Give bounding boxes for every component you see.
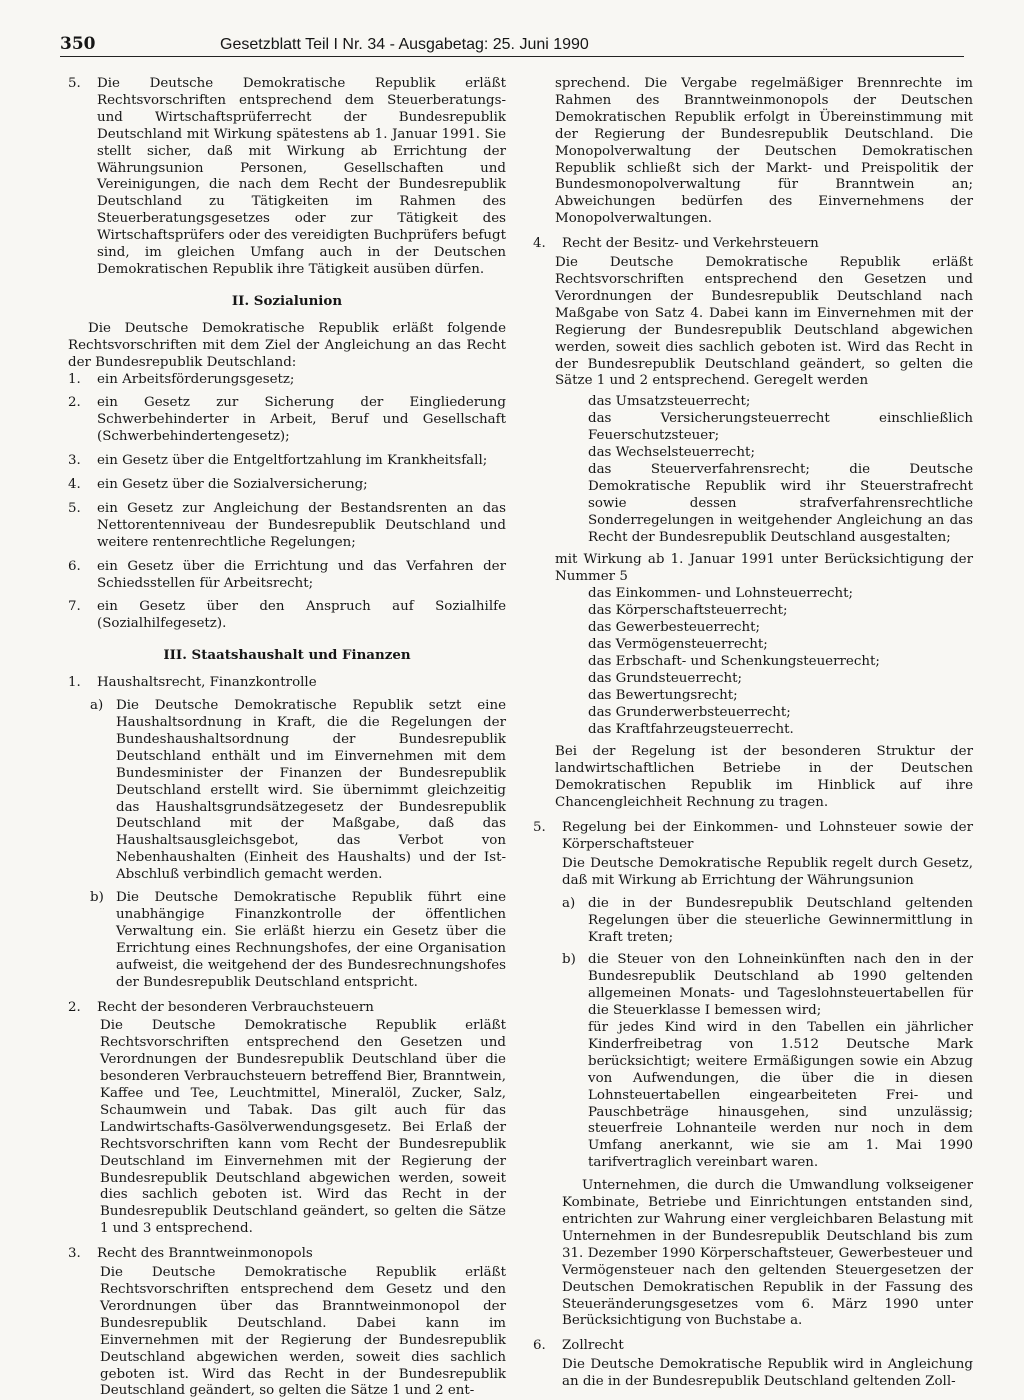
subsection-title: Recht des Branntweinmonopols: [97, 1246, 313, 1262]
item-text: ein Gesetz über die Errichtung und das Verfahren der Schiedsstellen für Arbeitsrecht;: [97, 558, 506, 591]
subsection-title: Regelung bei der Einkommen- und Lohnsteuer sowie der Körperschaftsteuer: [562, 820, 973, 852]
clause-b-body: [588, 952, 973, 1172]
list-item: das Gewerbesteuerrecht;: [588, 620, 761, 636]
clause-label: b): [90, 890, 104, 906]
clause-b: [562, 952, 973, 1172]
subsection-5-intro: Die Deutsche Demokratische Republik regelt durch Gesetz, daß mit Wirkung ab Errichtung der Währungsunion: [562, 855, 973, 888]
list-item: [68, 599, 506, 633]
tax-list-1: [588, 394, 973, 546]
item-number: 5.: [68, 76, 81, 91]
list-item: [68, 372, 506, 389]
item-number: 2.: [68, 999, 81, 1015]
page-number: 350: [60, 34, 96, 54]
item-number: 7.: [68, 599, 81, 615]
item-text: ein Arbeitsförderungsgesetz;: [97, 371, 295, 387]
subsection-title: Recht der Besitz- und Verkehrsteuern: [562, 236, 819, 252]
subsection-3-text: Die Deutsche Demokratische Republik erläßt Rechtsvorschriften entsprechend dem Gesetz und den Verordnungen über das Branntweinmonopol der Bundesrepublik Deutschland. Dabei kann im Einvernehmen mit der Regierung der Bundesrepublik Deutschland abgewichen werden, soweit dies sachlich geboten ist. Wird das Recht in der Bundesrepublik Deutschland geändert, so gelten die Sätze 1 und 2 ent-: [100, 1265, 506, 1399]
left-column: [68, 76, 506, 1400]
list-item: das Umsatzsteuerrecht;: [588, 394, 751, 410]
item-number: 3.: [68, 1246, 81, 1262]
list-item: das Vermögensteuerrecht;: [588, 637, 768, 652]
item-text: ein Gesetz über die Sozialversicherung;: [97, 477, 368, 493]
list-item: das Grunderwerbsteuerrecht;: [588, 704, 791, 720]
right-column: [533, 76, 973, 1391]
subsection-4-text: Die Deutsche Demokratische Republik erläßt Rechtsvorschriften entsprechend den Gesetzen und Verordnungen der Bundesrepublik Deutschland nach Maßgabe von Satz 4. Dabei kann im Einvernehmen mit der Regierung der Bundesrepublik Deutschland abgewichen werden, soweit dies sachlich geboten ist. Wird das Recht in der Bundesrepublik Deutschland geändert, so gelten die Sätze 1 und 2 entsprechend. Geregelt werden: [555, 255, 973, 389]
list-item: das Körperschaftsteuerrecht;: [588, 603, 788, 619]
subsection-5-closing: Unternehmen, die durch die Umwandlung volkseigener Kombinate, Betriebe und Einrichtungen entstanden sind, entrichten zur Wahrung einer vergleichbaren Belastung mit Unternehmen in der Bundesrepublik Deutschland bis zum 31. Dezember 1990 Körperschaftsteuer, Gewerbesteuer und Vermögensteuer nach den geltenden Steuergesetzen der Deutschen Demokratischen Republik in der Fassung des Steueränderungsgesetzes vom 6. März 1990 unter Berücksichtigung von Buchstabe a.: [562, 1178, 973, 1329]
subsection-3-heading: [68, 1246, 506, 1263]
list-item: das Wechselsteuerrecht;: [588, 445, 755, 461]
subsection-5-clauses: [533, 896, 973, 1173]
subsection-6-heading: [533, 1338, 973, 1355]
paragraph-5: [68, 76, 506, 279]
subsection-5-heading: [533, 820, 973, 854]
item-number: 2.: [68, 395, 81, 411]
subsection-2-text: Die Deutsche Demokratische Republik erläßt Rechtsvorschriften entsprechend den Gesetzen und Verordnungen der Bundesrepublik Deutschland über die besonderen Verbrauchsteuern betreffend Bier, Branntwein, Kaffee und Tee, Leuchtmittel, Mineralöl, Zucker, Salz, Schaumwein und Tabak. Das gilt auch für das Landwirtschafts-Gasölverwendungsgesetz. Bei Erlaß der Rechtsvorschriften kann vom Recht der Bundesrepublik Deutschland im Einvernehmen mit der Regierung der Bundesrepublik Deutschland abgewichen werden, soweit dies sachlich geboten ist. Wird das Recht in der Bundesrepublik Deutschland geändert, so gelten die Sätze 1 und 3 entsprechend.: [100, 1018, 506, 1237]
item-text: ein Gesetz über den Anspruch auf Sozialhilfe (Sozialhilfegesetz).: [97, 599, 506, 632]
clause-label: a): [562, 895, 576, 911]
clause-text: die Steuer von den Lohneinkünften nach den in der Bundesrepublik Deutschland ab 1990 geltenden allgemeinen Monats- und Tageslohnsteuertabellen für die Steuerklasse I bemessen wird;: [588, 952, 973, 1019]
sozialunion-list: [68, 372, 506, 634]
item-number: 5.: [533, 820, 546, 836]
item-number: 5.: [68, 500, 81, 516]
item-number: 1.: [68, 675, 81, 691]
subsection-6-text: Die Deutsche Demokratische Republik wird in Angleichung an die in der Bundesrepublik Deutschland geltenden Zoll-: [562, 1357, 973, 1390]
list-item: [68, 395, 506, 446]
clause-a: [90, 698, 506, 884]
section-intro: Die Deutsche Demokratische Republik erläßt folgende Rechtsvorschriften mit dem Ziel der Angleichung an das Recht der Bundesrepublik Deutschland:: [68, 320, 506, 370]
item-number: 6.: [533, 1338, 546, 1354]
item-text: Die Deutsche Demokratische Republik erläßt Rechtsvorschriften entsprechend dem Steuerberatungs- und Wirtschaftsprüferrecht der Bundesrepublik Deutschland mit Wirkung spätestens ab 1. Januar 1991. Sie stellt sicher, daß mit Wirkung ab Errichtung der Währungsunion Personen, Gesellschaften und Vereinigungen, die nach dem Recht der Bundesrepublik Deutschland zu Tätigkeiten im Rahmen des Steuerberatungsgesetzes oder zur Tätigkeit des Wirtschaftsprüfers oder des vereidigten Buchprüfers befugt sind, im gleichen Umfang auch in der Deutschen Demokratischen Republik ihre Tätigkeit ausüben dürfen.: [97, 76, 506, 277]
list-item: das Erbschaft- und Schenkungsteuerrecht;: [588, 653, 880, 669]
item-text: ein Gesetz über die Entgeltfortzahlung im Krankheitsfall;: [97, 453, 488, 469]
list-item: das Einkommen- und Lohnsteuerrecht;: [588, 586, 854, 602]
item-number: 4.: [68, 477, 81, 493]
subsection-1-body: [68, 698, 506, 991]
list-item: das Kraftfahrzeugsteuerrecht.: [588, 721, 794, 737]
list-item: das Grundsteuerrecht;: [588, 670, 743, 686]
section-heading-sozialunion: II. Sozialunion: [231, 292, 343, 309]
subsection-4-closing: Bei der Regelung ist der besonderen Struktur der landwirtschaftlichen Betriebe in der Deutschen Demokratischen Republik im Hinblick auf ihre Chancengleichheit Rechnung zu tragen.: [555, 744, 973, 811]
list-item: das Versicherungsteuerrecht einschließlich Feuerschutzsteuer;: [588, 411, 973, 444]
continued-text: sprechend. Die Vergabe regelmäßiger Brennrechte im Rahmen des Branntweinmonopols der Deutschen Demokratischen Republik erfolgt in Übereinstimmung mit der Regierung der Bundesrepublik Deutschland. Die Monopolverwaltung der Deutschen Demokratischen Republik schließt sich der Markt- und Preispolitik der Bundesmonopolverwaltung für Branntwein an; Abweichungen bedürfen des Einvernehmens der Monopolverwaltungen.: [555, 76, 973, 227]
list-item: [68, 559, 506, 593]
subsection-title: Zollrecht: [562, 1338, 624, 1354]
subsection-title: Haushaltsrecht, Finanzkontrolle: [97, 675, 317, 691]
subsection-4-heading: [533, 236, 973, 253]
section-heading-staatshaushalt: III. Staatshaushalt und Finanzen: [163, 647, 411, 664]
item-number: 3.: [68, 453, 81, 469]
page-header: [60, 34, 964, 57]
item-text: ein Gesetz zur Sicherung der Eingliederung Schwerbehinderter in Arbeit, Beruf und Gesellschaft (Schwerbehindertengesetz);: [97, 395, 506, 445]
list-item: das Steuerverfahrensrecht; die Deutsche Demokratische Republik wird ihr Steuerstrafrecht sowie dessen strafverfahrensrechtliche Sonderregelungen in weitgehender Angleichung an das Recht der Bundesrepublik Deutschland ausgestalten;: [588, 461, 973, 545]
list-item: das Bewertungsrecht;: [588, 687, 738, 703]
list-item: [68, 501, 506, 552]
gazette-title: Gesetzblatt Teil I Nr. 34 - Ausgabetag: 25. Juni 1990: [220, 36, 589, 53]
list-item: [68, 477, 506, 494]
subsection-2-heading: [68, 1000, 506, 1017]
clause-text: die in der Bundesrepublik Deutschland geltenden Regelungen über die steuerliche Gewinnermittlung in Kraft treten;: [588, 895, 973, 945]
item-number: 1.: [68, 371, 81, 387]
clause-text: Die Deutsche Demokratische Republik setzt eine Haushaltsordnung in Kraft, die die Regelungen der Bundeshaushaltsordnung der Bundesrepublik Deutschland enthält und im Einvernehmen mit dem Bundesminister der Finanzen der Bundesrepublik Deutschland erstellt wird. Sie übernimmt gleichzeitig das Haushaltsgrundsätzegesetz der Bundesrepublik Deutschland mit der Maßgabe, daß das Haushaltsausgleichsgebot, das Verbot von Nebenhaushalten (Einheit des Haushalts) und der Ist-Abschluß verbindlich gemacht werden.: [116, 698, 506, 883]
clause-a: [562, 896, 973, 947]
clause-text: Die Deutsche Demokratische Republik führt eine unabhängige Finanzkontrolle der öffentlichen Verwaltung ein. Sie erläßt hierzu ein Gesetz über die Errichtung eines Rechnungshofes, der eine Organisation aufweist, die weitgehend der des Bundesrechnungshofes der Bundesrepublik Deutschland entspricht.: [116, 890, 506, 990]
clause-label: a): [90, 698, 104, 714]
clause-text-continued: für jedes Kind wird in den Tabellen ein jährlicher Kinderfreibetrag von 1.512 Deutsche Mark berücksichtigt; weitere Ermäßigungen sowie ein Abzug von Aufwendungen, die über die in diesen Lohnsteuertabellen eingearbeiteten Frei- und Pauschbeträge hinausgehen, sind unzulässig; steuerfreie Lohnanteile werden nur noch in dem Umfang anerkannt, wie sie am 1. Mai 1990 tarifvertraglich vereinbart waren.: [588, 1020, 973, 1171]
item-number: 6.: [68, 558, 81, 574]
subsection-1-heading: [68, 675, 506, 692]
item-text: ein Gesetz zur Angleichung der Bestandsrenten an das Nettorentenniveau der Bundesrepublik Deutschland und weitere rentenrechtliche Regelungen;: [97, 500, 506, 550]
clause-label: b): [562, 952, 576, 968]
tax-list-2: [588, 586, 973, 738]
item-number: 4.: [533, 236, 546, 252]
list-item: [68, 453, 506, 470]
clause-b: [90, 890, 506, 991]
effective-date-text: mit Wirkung ab 1. Januar 1991 unter Berücksichtigung der Nummer 5: [555, 552, 973, 585]
subsection-title: Recht der besonderen Verbrauchsteuern: [97, 999, 374, 1015]
